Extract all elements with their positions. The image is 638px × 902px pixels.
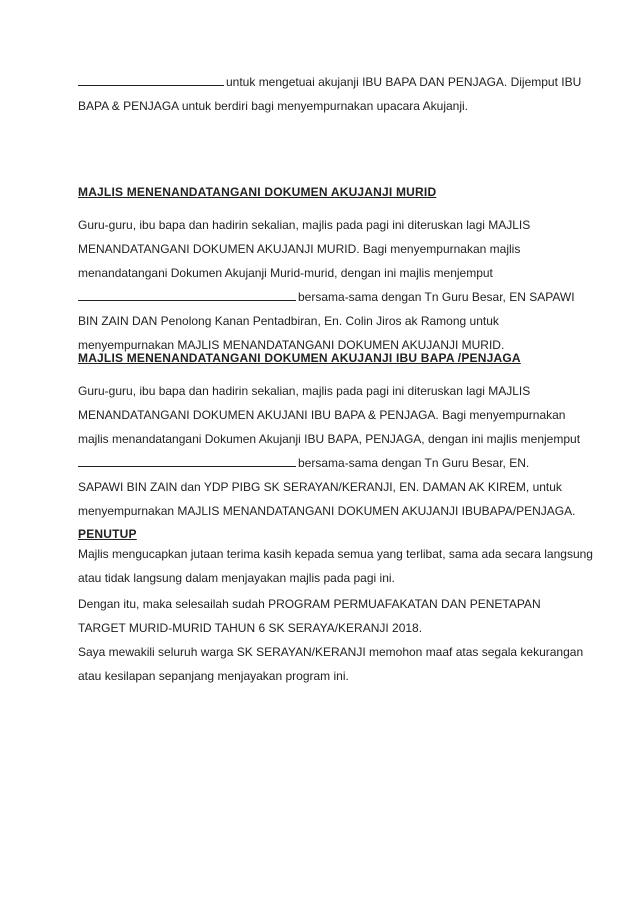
text-line: menyempurnakan MAJLIS MENANDATANGANI DOKUMEN AKUJANJI IBUBAPA/PENJAGA. <box>78 504 576 518</box>
text-line: atau tidak langsung dalam menjayakan majlis pada pagi ini. <box>78 571 395 585</box>
text-line: menandatangani Dokumen Akujanji Murid-murid, dengan ini majlis menjemput <box>78 266 493 280</box>
blank-underline <box>78 70 224 86</box>
section-heading-ibubapa: MAJLIS MENENANDATANGANI DOKUMEN AKUJANJI IBU BAPA /PENJAGA <box>78 351 521 365</box>
intro-paragraph <box>78 70 582 118</box>
text-line: BIN ZAIN DAN Penolong Kanan Pentadbiran, En. Colin Jiros ak Ramong untuk <box>78 314 499 328</box>
section-akujanji-ibubapa <box>78 346 568 370</box>
intro-line-1-text: untuk mengetuai akujanji IBU BAPA DAN PENJAGA. Dijemput IBU <box>226 75 582 89</box>
text-line: Guru-guru, ibu bapa dan hadirin sekalian, majlis pada pagi ini diteruskan lagi MAJLIS <box>78 384 531 398</box>
blank-underline <box>78 451 296 467</box>
penutup-paragraph-3 <box>78 640 584 688</box>
section-heading-penutup: PENUTUP <box>78 527 137 541</box>
paragraph-murid <box>78 213 575 357</box>
text-line <box>78 451 568 475</box>
text-line: TARGET MURID-MURID TAHUN 6 SK SERAYA/KERANJI 2018. <box>78 621 423 635</box>
text-line-text: bersama-sama dengan Tn Guru Besar, EN SAPAWI <box>298 290 575 304</box>
text-line: Saya mewakili seluruh warga SK SERAYAN/KERANJI memohon maaf atas segala kekurangan <box>78 645 584 659</box>
text-line: atau kesilapan sepanjang menjayakan program ini. <box>78 669 349 683</box>
text-line: Majlis mengucapkan jutaan terima kasih kepada semua yang terlibat, sama ada secara langsung <box>78 547 593 561</box>
penutup-paragraph-1 <box>78 542 593 590</box>
text-line <box>78 285 575 309</box>
text-line: SAPAWI BIN ZAIN dan YDP PIBG SK SERAYAN/KERANJI, EN. DAMAN AK KIREM, untuk <box>78 480 562 494</box>
penutup-paragraph-2 <box>78 592 568 640</box>
text-line: Dengan itu, maka selesailah sudah PROGRAM PERMUAFAKATAN DAN PENETAPAN <box>78 597 541 611</box>
text-line: menyempurnakan MAJLIS MENANDATANGANI DOKUMEN AKUJANJI MURID. <box>78 338 505 352</box>
text-line: majlis menandatangani Dokumen Akujanji IBU BAPA, PENJAGA, dengan ini majlis menjemput <box>78 432 581 446</box>
text-line: MENANDATANGANI DOKUMEN AKUJANI IBU BAPA & PENJAGA. Bagi menyempurnakan <box>78 408 566 422</box>
text-line: Guru-guru, ibu bapa dan hadirin sekalian, majlis pada pagi ini diteruskan lagi MAJLIS <box>78 218 531 232</box>
paragraph-ibubapa <box>78 379 581 523</box>
section-heading-murid: MAJLIS MENENANDATANGANI DOKUMEN AKUJANJI MURID <box>78 185 437 199</box>
text-line-text: bersama-sama dengan Tn Guru Besar, EN. <box>298 456 530 470</box>
intro-line-1 <box>78 70 582 94</box>
section-akujanji-murid <box>78 180 568 204</box>
intro-line-2: BAPA & PENJAGA untuk berdiri bagi menyempurnakan upacara Akujanji. <box>78 99 468 113</box>
blank-underline <box>78 285 296 301</box>
text-line: MENANDATANGANI DOKUMEN AKUJANJI MURID. Bagi menyempurnakan majlis <box>78 242 521 256</box>
